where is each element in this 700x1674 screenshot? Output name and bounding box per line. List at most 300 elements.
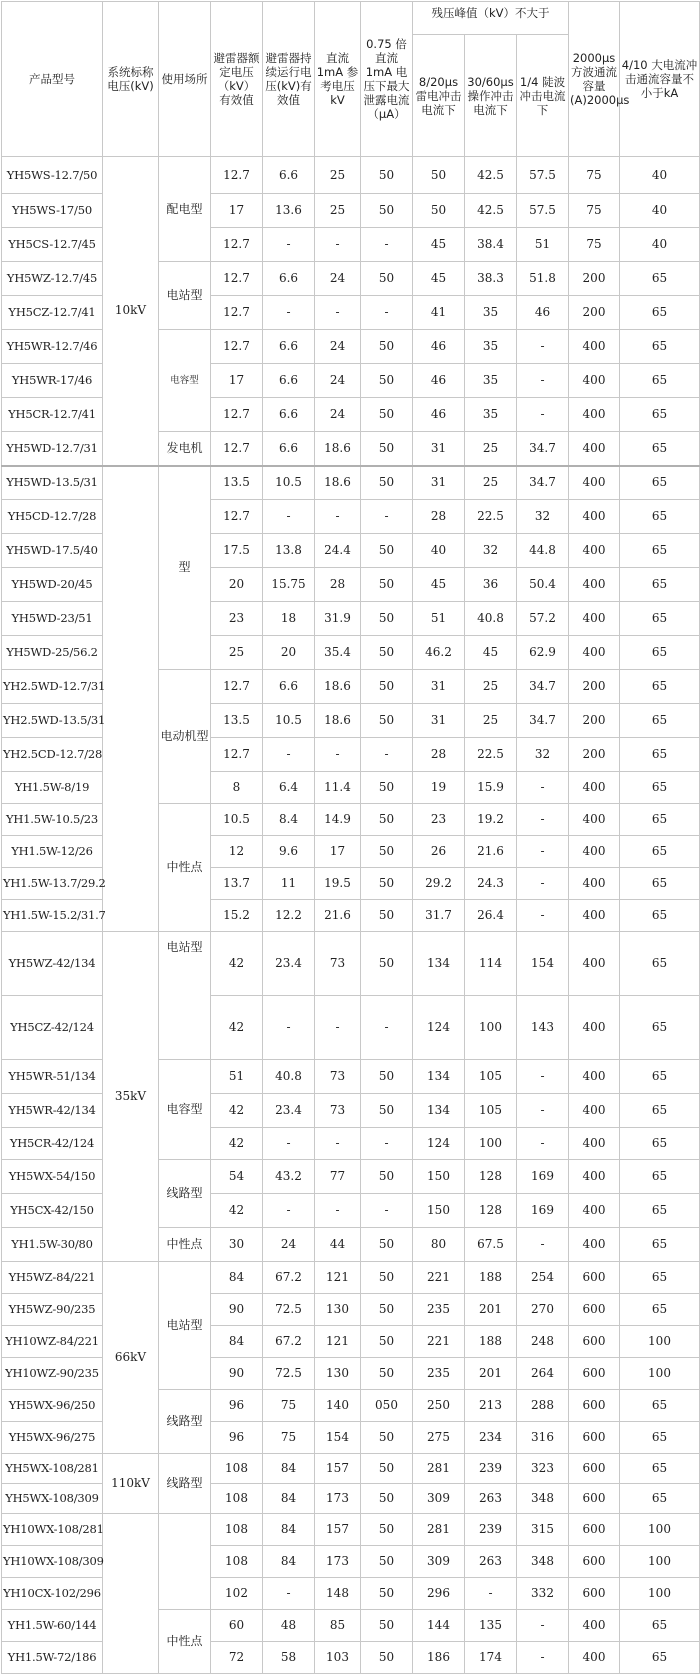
cell-dc-reference: 25 xyxy=(315,157,361,194)
cell-residual-steep: - xyxy=(517,1128,569,1160)
cell-residual-switching: 22.5 xyxy=(465,738,517,772)
cell-residual-steep: 323 xyxy=(517,1454,569,1484)
cell-residual-switching: 40.8 xyxy=(465,602,517,636)
cell-residual-switching: 22.5 xyxy=(465,500,517,534)
cell-usage: 电站型 xyxy=(159,932,211,1060)
cell-rated-voltage: 60 xyxy=(211,1610,263,1642)
cell-leakage: - xyxy=(361,738,413,772)
cell-dc-reference: 121 xyxy=(315,1262,361,1294)
cell-rated-voltage: 42 xyxy=(211,1128,263,1160)
cell-high-current: 65 xyxy=(620,738,700,772)
cell-residual-switching: 25 xyxy=(465,466,517,500)
cell-rated-voltage: 17 xyxy=(211,364,263,398)
cell-residual-switching: 239 xyxy=(465,1454,517,1484)
cell-model: YH5WX-108/309 xyxy=(2,1484,103,1514)
cell-rated-voltage: 96 xyxy=(211,1390,263,1422)
cell-rated-voltage: 10.5 xyxy=(211,804,263,836)
cell-square-wave: 200 xyxy=(569,670,620,704)
cell-rated-voltage: 30 xyxy=(211,1228,263,1262)
cell-residual-lightning: 31 xyxy=(413,432,465,466)
cell-rated-voltage: 12.7 xyxy=(211,738,263,772)
cell-residual-lightning: 46 xyxy=(413,330,465,364)
cell-residual-steep: 143 xyxy=(517,996,569,1060)
cell-usage xyxy=(159,1514,211,1610)
cell-residual-switching: 15.9 xyxy=(465,772,517,804)
cell-usage: 中性点 xyxy=(159,1610,211,1674)
cell-rated-voltage: 90 xyxy=(211,1294,263,1326)
cell-dc-reference: - xyxy=(315,228,361,262)
cell-dc-reference: 24 xyxy=(315,330,361,364)
cell-usage: 电容型 xyxy=(159,330,211,432)
cell-residual-steep: 51.8 xyxy=(517,262,569,296)
cell-rated-voltage: 54 xyxy=(211,1160,263,1194)
cell-residual-switching: 21.6 xyxy=(465,836,517,868)
cell-residual-steep: - xyxy=(517,836,569,868)
cell-residual-lightning: 150 xyxy=(413,1194,465,1228)
cell-residual-lightning: 144 xyxy=(413,1610,465,1642)
cell-residual-steep: 348 xyxy=(517,1546,569,1578)
cell-usage: 中性点 xyxy=(159,804,211,932)
cell-rated-voltage: 42 xyxy=(211,1094,263,1128)
cell-model: YH1.5W-72/186 xyxy=(2,1642,103,1674)
cell-high-current: 65 xyxy=(620,1228,700,1262)
cell-high-current: 65 xyxy=(620,296,700,330)
cell-mcov: 13.8 xyxy=(263,534,315,568)
cell-dc-reference: 24 xyxy=(315,398,361,432)
cell-dc-reference: - xyxy=(315,1194,361,1228)
cell-residual-steep: - xyxy=(517,1642,569,1674)
cell-high-current: 65 xyxy=(620,704,700,738)
cell-leakage: 50 xyxy=(361,1422,413,1454)
cell-square-wave: 400 xyxy=(569,1642,620,1674)
cell-mcov: 84 xyxy=(263,1484,315,1514)
cell-residual-steep: 62.9 xyxy=(517,636,569,670)
cell-dc-reference: 24 xyxy=(315,262,361,296)
cell-square-wave: 600 xyxy=(569,1454,620,1484)
cell-leakage: 50 xyxy=(361,1642,413,1674)
cell-residual-steep: 57.5 xyxy=(517,194,569,228)
cell-residual-switching: 213 xyxy=(465,1390,517,1422)
cell-residual-switching: 100 xyxy=(465,1128,517,1160)
cell-high-current: 65 xyxy=(620,1390,700,1422)
cell-model: YH10WZ-90/235 xyxy=(2,1358,103,1390)
cell-model: YH5WX-108/281 xyxy=(2,1454,103,1484)
cell-dc-reference: 77 xyxy=(315,1160,361,1194)
cell-residual-steep: - xyxy=(517,772,569,804)
cell-residual-lightning: 50 xyxy=(413,194,465,228)
cell-residual-lightning: 45 xyxy=(413,568,465,602)
cell-rated-voltage: 12.7 xyxy=(211,157,263,194)
header-dc-reference: 直流1mA 参考电压 kV xyxy=(315,2,361,157)
cell-mcov: 72.5 xyxy=(263,1358,315,1390)
cell-residual-lightning: 134 xyxy=(413,932,465,996)
cell-leakage: - xyxy=(361,1128,413,1160)
cell-high-current: 65 xyxy=(620,996,700,1060)
cell-mcov: 6.6 xyxy=(263,262,315,296)
cell-mcov: 13.6 xyxy=(263,194,315,228)
cell-mcov: 84 xyxy=(263,1546,315,1578)
cell-leakage: 50 xyxy=(361,932,413,996)
cell-residual-steep: 316 xyxy=(517,1422,569,1454)
cell-dc-reference: 17 xyxy=(315,836,361,868)
cell-square-wave: 75 xyxy=(569,157,620,194)
cell-residual-lightning: 235 xyxy=(413,1358,465,1390)
cell-residual-steep: 270 xyxy=(517,1294,569,1326)
cell-dc-reference: - xyxy=(315,296,361,330)
cell-high-current: 65 xyxy=(620,398,700,432)
cell-residual-lightning: 186 xyxy=(413,1642,465,1674)
cell-model: YH1.5W-12/26 xyxy=(2,836,103,868)
cell-residual-lightning: 309 xyxy=(413,1484,465,1514)
cell-high-current: 65 xyxy=(620,568,700,602)
cell-leakage: 50 xyxy=(361,836,413,868)
cell-rated-voltage: 12.7 xyxy=(211,262,263,296)
cell-residual-switching: 188 xyxy=(465,1326,517,1358)
cell-model: YH5WR-42/134 xyxy=(2,1094,103,1128)
cell-square-wave: 600 xyxy=(569,1262,620,1294)
cell-dc-reference: 103 xyxy=(315,1642,361,1674)
cell-residual-lightning: 250 xyxy=(413,1390,465,1422)
cell-dc-reference: 11.4 xyxy=(315,772,361,804)
cell-square-wave: 400 xyxy=(569,330,620,364)
cell-rated-voltage: 17 xyxy=(211,194,263,228)
cell-square-wave: 400 xyxy=(569,932,620,996)
cell-leakage: - xyxy=(361,296,413,330)
cell-mcov: 10.5 xyxy=(263,466,315,500)
cell-residual-steep: 315 xyxy=(517,1514,569,1546)
cell-leakage: 50 xyxy=(361,636,413,670)
cell-residual-lightning: 281 xyxy=(413,1514,465,1546)
cell-leakage: 50 xyxy=(361,1546,413,1578)
cell-model: YH5WS-17/50 xyxy=(2,194,103,228)
cell-rated-voltage: 15.2 xyxy=(211,900,263,932)
cell-square-wave: 400 xyxy=(569,868,620,900)
cell-high-current: 65 xyxy=(620,500,700,534)
header-high-current: 4/10 大电流冲击通流容量不小于kA xyxy=(620,2,700,157)
cell-model: YH5WZ-12.7/45 xyxy=(2,262,103,296)
cell-residual-steep: 169 xyxy=(517,1160,569,1194)
cell-dc-reference: 21.6 xyxy=(315,900,361,932)
cell-usage: 型 xyxy=(159,466,211,670)
cell-rated-voltage: 84 xyxy=(211,1262,263,1294)
cell-leakage: 50 xyxy=(361,602,413,636)
cell-rated-voltage: 102 xyxy=(211,1578,263,1610)
cell-residual-lightning: 28 xyxy=(413,738,465,772)
cell-rated-voltage: 72 xyxy=(211,1642,263,1674)
cell-rated-voltage: 90 xyxy=(211,1358,263,1390)
cell-leakage: 50 xyxy=(361,1326,413,1358)
cell-residual-steep: 169 xyxy=(517,1194,569,1228)
cell-residual-switching: 25 xyxy=(465,670,517,704)
cell-residual-switching: 67.5 xyxy=(465,1228,517,1262)
cell-residual-steep: 34.7 xyxy=(517,466,569,500)
cell-high-current: 40 xyxy=(620,228,700,262)
cell-leakage: 50 xyxy=(361,330,413,364)
cell-mcov: 84 xyxy=(263,1514,315,1546)
cell-rated-voltage: 51 xyxy=(211,1060,263,1094)
cell-residual-switching: 234 xyxy=(465,1422,517,1454)
cell-system-voltage: 35kV xyxy=(103,932,159,1262)
cell-model: YH10WX-108/281 xyxy=(2,1514,103,1546)
cell-usage: 线路型 xyxy=(159,1390,211,1454)
cell-residual-lightning: 31 xyxy=(413,704,465,738)
cell-mcov: 72.5 xyxy=(263,1294,315,1326)
cell-dc-reference: 44 xyxy=(315,1228,361,1262)
header-residual-lightning: 8/20μs 雷电冲击电流下 xyxy=(413,35,465,157)
cell-model: YH5CZ-42/124 xyxy=(2,996,103,1060)
cell-residual-steep: - xyxy=(517,1060,569,1094)
cell-high-current: 65 xyxy=(620,1484,700,1514)
cell-mcov: 6.6 xyxy=(263,432,315,466)
cell-residual-switching: 35 xyxy=(465,364,517,398)
cell-square-wave: 400 xyxy=(569,1128,620,1160)
cell-square-wave: 200 xyxy=(569,262,620,296)
cell-high-current: 65 xyxy=(620,1094,700,1128)
arrester-spec-table xyxy=(1,1,700,1674)
cell-residual-lightning: 134 xyxy=(413,1060,465,1094)
table-row xyxy=(2,157,700,194)
cell-residual-lightning: 31 xyxy=(413,670,465,704)
cell-residual-switching: 201 xyxy=(465,1358,517,1390)
cell-residual-steep: - xyxy=(517,804,569,836)
cell-square-wave: 400 xyxy=(569,602,620,636)
cell-residual-steep: - xyxy=(517,868,569,900)
cell-high-current: 65 xyxy=(620,1642,700,1674)
cell-system-voltage xyxy=(103,1514,159,1674)
cell-residual-lightning: 45 xyxy=(413,228,465,262)
cell-residual-lightning: 221 xyxy=(413,1262,465,1294)
cell-dc-reference: - xyxy=(315,996,361,1060)
cell-system-voltage: 10kV xyxy=(103,157,159,466)
cell-leakage: 50 xyxy=(361,1060,413,1094)
cell-model: YH1.5W-10.5/23 xyxy=(2,804,103,836)
cell-residual-switching: 32 xyxy=(465,534,517,568)
cell-residual-switching: 42.5 xyxy=(465,194,517,228)
cell-residual-lightning: 45 xyxy=(413,262,465,296)
cell-leakage: 50 xyxy=(361,262,413,296)
cell-square-wave: 400 xyxy=(569,466,620,500)
cell-high-current: 65 xyxy=(620,868,700,900)
cell-residual-steep: 44.8 xyxy=(517,534,569,568)
cell-square-wave: 400 xyxy=(569,1228,620,1262)
cell-high-current: 65 xyxy=(620,534,700,568)
cell-model: YH5WD-20/45 xyxy=(2,568,103,602)
cell-model: YH1.5W-60/144 xyxy=(2,1610,103,1642)
cell-residual-switching: 263 xyxy=(465,1546,517,1578)
cell-residual-lightning: 31.7 xyxy=(413,900,465,932)
cell-high-current: 65 xyxy=(620,1422,700,1454)
cell-mcov: 6.6 xyxy=(263,330,315,364)
cell-square-wave: 400 xyxy=(569,804,620,836)
cell-residual-lightning: 296 xyxy=(413,1578,465,1610)
cell-residual-steep: 57.5 xyxy=(517,157,569,194)
cell-square-wave: 400 xyxy=(569,1194,620,1228)
cell-residual-lightning: 40 xyxy=(413,534,465,568)
cell-rated-voltage: 13.7 xyxy=(211,868,263,900)
cell-square-wave: 400 xyxy=(569,772,620,804)
cell-dc-reference: 148 xyxy=(315,1578,361,1610)
cell-model: YH1.5W-30/80 xyxy=(2,1228,103,1262)
cell-dc-reference: 18.6 xyxy=(315,432,361,466)
cell-residual-lightning: 26 xyxy=(413,836,465,868)
cell-residual-steep: 34.7 xyxy=(517,670,569,704)
cell-residual-lightning: 29.2 xyxy=(413,868,465,900)
cell-rated-voltage: 12 xyxy=(211,836,263,868)
cell-leakage: 50 xyxy=(361,157,413,194)
cell-mcov: 67.2 xyxy=(263,1326,315,1358)
cell-model: YH2.5WD-13.5/31 xyxy=(2,704,103,738)
cell-high-current: 100 xyxy=(620,1546,700,1578)
cell-rated-voltage: 108 xyxy=(211,1484,263,1514)
cell-model: YH5WD-17.5/40 xyxy=(2,534,103,568)
cell-dc-reference: - xyxy=(315,1128,361,1160)
cell-usage: 线路型 xyxy=(159,1160,211,1228)
cell-dc-reference: 173 xyxy=(315,1484,361,1514)
cell-leakage: - xyxy=(361,1194,413,1228)
cell-system-voltage xyxy=(103,466,159,932)
cell-residual-switching: 25 xyxy=(465,432,517,466)
cell-residual-lightning: 235 xyxy=(413,1294,465,1326)
cell-mcov: 11 xyxy=(263,868,315,900)
cell-residual-lightning: 41 xyxy=(413,296,465,330)
cell-high-current: 65 xyxy=(620,1160,700,1194)
cell-rated-voltage: 42 xyxy=(211,1194,263,1228)
cell-model: YH2.5CD-12.7/28 xyxy=(2,738,103,772)
cell-dc-reference: 18.6 xyxy=(315,670,361,704)
cell-residual-switching: 26.4 xyxy=(465,900,517,932)
cell-mcov: 6.4 xyxy=(263,772,315,804)
cell-square-wave: 400 xyxy=(569,1610,620,1642)
cell-high-current: 65 xyxy=(620,1128,700,1160)
cell-model: YH5CR-42/124 xyxy=(2,1128,103,1160)
cell-mcov: - xyxy=(263,996,315,1060)
cell-leakage: 50 xyxy=(361,1228,413,1262)
cell-high-current: 65 xyxy=(620,330,700,364)
cell-dc-reference: 18.6 xyxy=(315,466,361,500)
cell-rated-voltage: 108 xyxy=(211,1546,263,1578)
cell-usage: 电动机型 xyxy=(159,670,211,804)
cell-residual-switching: 42.5 xyxy=(465,157,517,194)
cell-model: YH5CS-12.7/45 xyxy=(2,228,103,262)
cell-mcov: - xyxy=(263,1128,315,1160)
cell-leakage: 050 xyxy=(361,1390,413,1422)
header-mcov: 避雷器持续运行电压(kV)有效值 xyxy=(263,2,315,157)
header-residual-steep: 1/4 陡波冲击电流下 xyxy=(517,35,569,157)
cell-residual-switching: 114 xyxy=(465,932,517,996)
cell-mcov: 84 xyxy=(263,1454,315,1484)
cell-high-current: 65 xyxy=(620,932,700,996)
cell-mcov: 8.4 xyxy=(263,804,315,836)
cell-rated-voltage: 108 xyxy=(211,1514,263,1546)
cell-mcov: - xyxy=(263,296,315,330)
cell-rated-voltage: 12.7 xyxy=(211,670,263,704)
cell-residual-switching: 201 xyxy=(465,1294,517,1326)
cell-residual-lightning: 51 xyxy=(413,602,465,636)
cell-square-wave: 600 xyxy=(569,1546,620,1578)
cell-leakage: 50 xyxy=(361,804,413,836)
cell-leakage: 50 xyxy=(361,1294,413,1326)
cell-square-wave: 600 xyxy=(569,1422,620,1454)
cell-high-current: 65 xyxy=(620,670,700,704)
cell-usage: 电站型 xyxy=(159,1262,211,1390)
cell-leakage: 50 xyxy=(361,466,413,500)
cell-residual-lightning: 46.2 xyxy=(413,636,465,670)
cell-square-wave: 400 xyxy=(569,1060,620,1094)
cell-square-wave: 400 xyxy=(569,1160,620,1194)
cell-dc-reference: 130 xyxy=(315,1358,361,1390)
cell-square-wave: 600 xyxy=(569,1390,620,1422)
cell-square-wave: 400 xyxy=(569,900,620,932)
cell-mcov: 75 xyxy=(263,1422,315,1454)
cell-leakage: 50 xyxy=(361,398,413,432)
cell-leakage: - xyxy=(361,500,413,534)
cell-leakage: 50 xyxy=(361,1484,413,1514)
cell-usage: 电站型 xyxy=(159,262,211,330)
cell-rated-voltage: 12.7 xyxy=(211,296,263,330)
cell-high-current: 100 xyxy=(620,1326,700,1358)
cell-mcov: - xyxy=(263,738,315,772)
cell-dc-reference: 157 xyxy=(315,1514,361,1546)
cell-residual-switching: 128 xyxy=(465,1194,517,1228)
cell-mcov: - xyxy=(263,228,315,262)
cell-dc-reference: 28 xyxy=(315,568,361,602)
cell-residual-lightning: 46 xyxy=(413,364,465,398)
cell-leakage: 50 xyxy=(361,568,413,602)
cell-high-current: 65 xyxy=(620,1454,700,1484)
cell-dc-reference: 73 xyxy=(315,1094,361,1128)
cell-square-wave: 600 xyxy=(569,1578,620,1610)
cell-leakage: 50 xyxy=(361,1610,413,1642)
cell-residual-steep: 154 xyxy=(517,932,569,996)
cell-high-current: 65 xyxy=(620,1294,700,1326)
cell-leakage: 50 xyxy=(361,772,413,804)
cell-residual-steep: 57.2 xyxy=(517,602,569,636)
cell-rated-voltage: 42 xyxy=(211,932,263,996)
table-row xyxy=(2,466,700,500)
cell-residual-steep: 34.7 xyxy=(517,432,569,466)
cell-residual-steep: - xyxy=(517,398,569,432)
cell-square-wave: 200 xyxy=(569,704,620,738)
cell-residual-switching: 239 xyxy=(465,1514,517,1546)
cell-model: YH5WR-17/46 xyxy=(2,364,103,398)
cell-rated-voltage: 42 xyxy=(211,996,263,1060)
cell-leakage: 50 xyxy=(361,670,413,704)
cell-leakage: - xyxy=(361,996,413,1060)
cell-high-current: 65 xyxy=(620,772,700,804)
cell-mcov: 6.6 xyxy=(263,670,315,704)
cell-high-current: 65 xyxy=(620,1610,700,1642)
cell-residual-switching: 263 xyxy=(465,1484,517,1514)
cell-model: YH5WR-12.7/46 xyxy=(2,330,103,364)
cell-leakage: 50 xyxy=(361,868,413,900)
cell-leakage: 50 xyxy=(361,1578,413,1610)
cell-rated-voltage: 13.5 xyxy=(211,704,263,738)
cell-residual-steep: - xyxy=(517,330,569,364)
cell-mcov: 75 xyxy=(263,1390,315,1422)
cell-dc-reference: 14.9 xyxy=(315,804,361,836)
cell-model: YH5CD-12.7/28 xyxy=(2,500,103,534)
cell-model: YH5WR-51/134 xyxy=(2,1060,103,1094)
cell-dc-reference: 157 xyxy=(315,1454,361,1484)
cell-system-voltage: 66kV xyxy=(103,1262,159,1454)
cell-leakage: 50 xyxy=(361,704,413,738)
cell-dc-reference: 140 xyxy=(315,1390,361,1422)
cell-model: YH10WZ-84/221 xyxy=(2,1326,103,1358)
cell-dc-reference: 73 xyxy=(315,1060,361,1094)
cell-residual-switching: 105 xyxy=(465,1060,517,1094)
cell-square-wave: 600 xyxy=(569,1294,620,1326)
cell-model: YH5WD-13.5/31 xyxy=(2,466,103,500)
